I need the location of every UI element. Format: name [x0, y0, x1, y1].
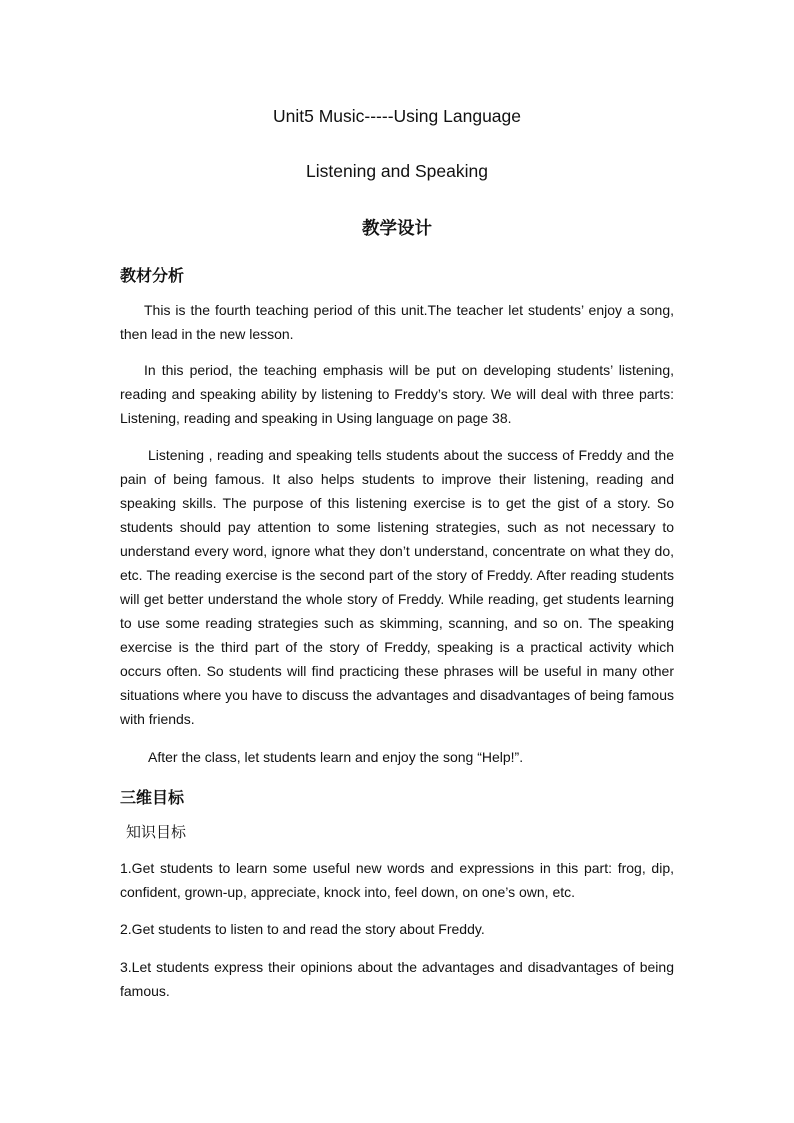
section-heading-objectives: 三维目标 [120, 790, 185, 807]
paragraph-after-class: After the class, let students learn and enjoy the song “Help!”. [148, 749, 524, 765]
objective-item-1: 1.Get students to learn some useful new words and expressions in this part: frog, dip, confident, grown-up, appreciate, knock into, feel down, on one’s own, etc. [120, 860, 674, 900]
paragraph-listening: Listening , reading and speaking tells students about the success of Freddy and the pain of being famous. It also helps students to improve their listening, reading and speaking skills. The purpose of this listening exercise is to get the gist of a story. So students should pay attention to some listening strategies, such as not necessary to understand every word, ignore what they don’t understand, concentrate on what they do, etc. The reading exercise is the second part of the story of Freddy. After reading students will get better understand the whole story of Freddy. While reading, get students learning to use some reading strategies such as skimming, scanning, and so on. The speaking exercise is the third part of the story of Freddy, speaking is a practical activity which occurs often. So students will find practicing these phrases will be useful in many other situations where you have to discuss the advantages and disadvantages of being famous with friends. [120, 447, 674, 727]
subheading-knowledge-objectives: 知识目标 [126, 824, 187, 841]
paragraph-emphasis: In this period, the teaching emphasis will be put on developing students’ listening, reading and speaking ability by listening to Freddy’s story. We will deal with three parts: Listening, reading and speaking in Using language on page 38. [120, 362, 674, 426]
objective-item-3: 3.Let students express their opinions about the advantages and disadvantages of being famous. [120, 959, 674, 999]
document-title: Unit5 Music-----Using Language [272, 106, 522, 126]
section-heading-textbook-analysis: 教材分析 [120, 268, 185, 285]
objective-item-2: 2.Get students to listen to and read the story about Freddy. [120, 921, 485, 937]
document-design-label: 教学设计 [362, 218, 432, 238]
document-subtitle: Listening and Speaking [306, 161, 488, 181]
paragraph-intro: This is the fourth teaching period of this unit.The teacher let students’ enjoy a song, then lead in the new lesson. [120, 302, 674, 342]
